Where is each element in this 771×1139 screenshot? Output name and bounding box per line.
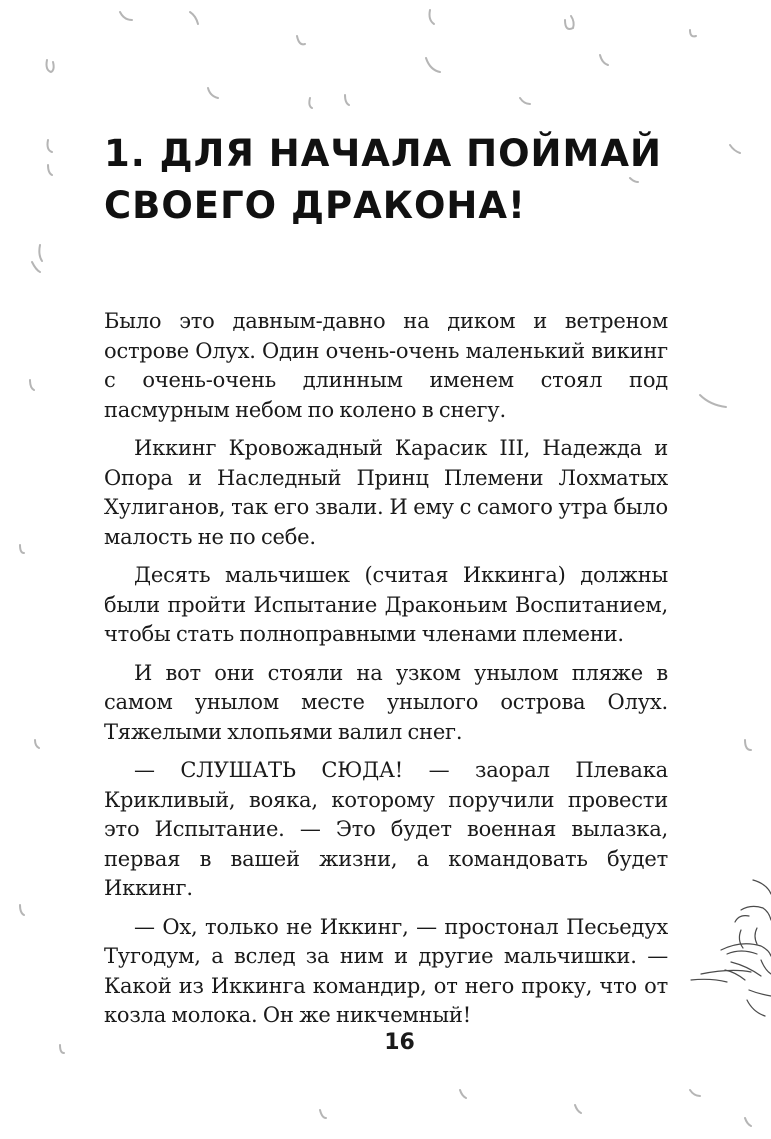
chapter-title <box>104 128 704 232</box>
paragraph: Было это давным-давно на диком и ветреном острове Олух. Один очень-очень маленький викинг с очень-очень длинным именем стоял под пасмурным небом по колено в снегу. <box>104 309 668 422</box>
paragraph: — Ох, только не Иккинг, — простонал Песьедух Тугодум, а вслед за ним и другие мальчишки. — Какой из Иккинга командир, от него проку, что от козла молока. Он же никчемный! <box>104 914 668 1027</box>
page-number: 16 <box>384 1030 415 1055</box>
paragraph: И вот они стояли на узком унылом пляже в самом унылом месте унылого острова Олух. Тяжелыми хлопьями валил снег. <box>104 660 668 744</box>
chapter-body <box>104 307 668 1040</box>
paragraph: — СЛУШАТЬ СЮДА! — заорал Плевака Крикливый, вояка, которому поручили провести это Испытание. — Это будет военная вылазка, первая в вашей жизни, а командовать будет Иккинг. <box>104 758 668 900</box>
paragraph: Иккинг Кровожадный Карасик III, Надежда и Опора и Наследный Принц Племени Лохматых Хулиганов, так его звали. И ему с самого утра было малость не по себе. <box>104 436 668 549</box>
paragraph: Десять мальчишек (считая Иккинга) должны были пройти Испытание Драконьим Воспитанием, чтобы стать полноправными членами племени. <box>104 563 668 646</box>
dragon-sketch-illustration <box>661 870 771 1030</box>
chapter-title-line-2: СВОЕГО ДРАКОНА! <box>104 184 526 227</box>
chapter-title-line-1: 1. ДЛЯ НАЧАЛА ПОЙМАЙ <box>104 132 662 175</box>
